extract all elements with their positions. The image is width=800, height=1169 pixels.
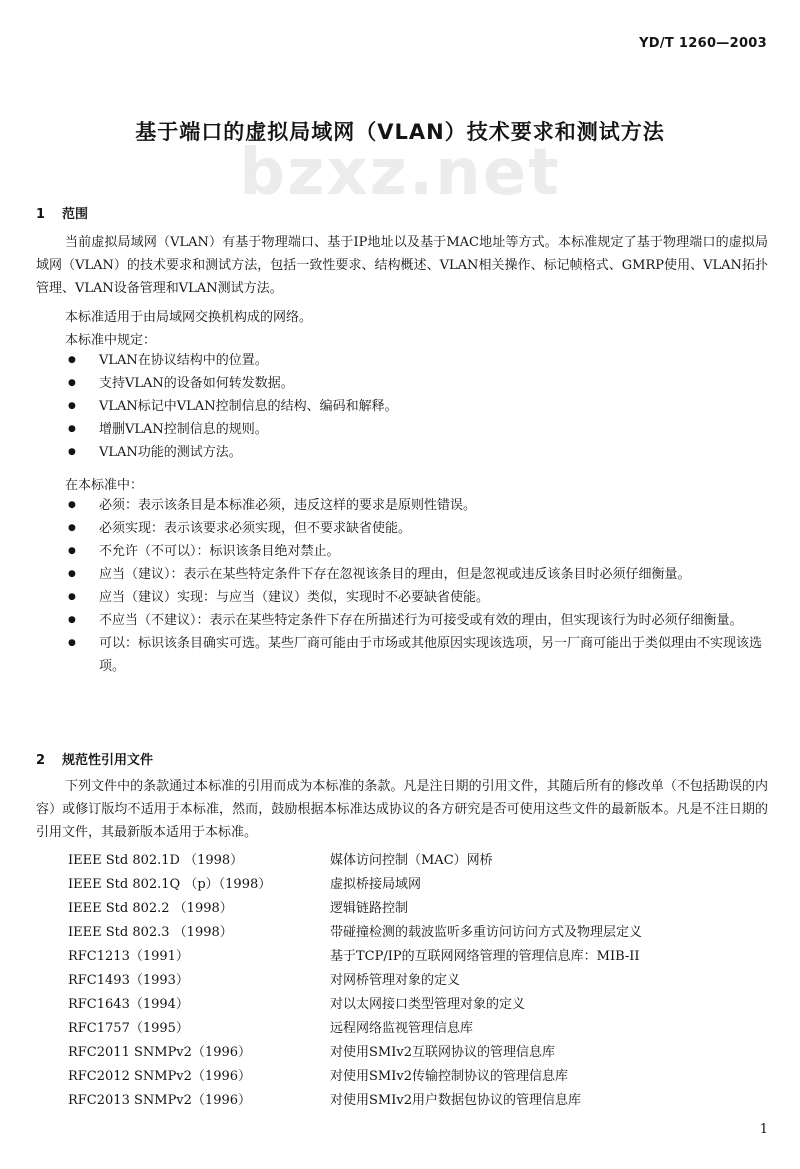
reference-title: 虚拟桥接局域网 [330,877,422,892]
list-item: ● 不应当（不建议）：表示在某些特定条件下存在所描述行为可接受或有效的理由，但实现该行为时必须仔细衡量。 [65,609,770,632]
section-1-number: 1 [36,207,46,222]
list-item: ● 支持VLAN的设备如何转发数据。 [65,372,770,395]
reference-code: RFC2012 SNMPv2（1996） [68,1069,252,1084]
reference-code: RFC1493（1993） [68,973,189,988]
reference-title: 对使用SMIv2用户数据包协议的管理信息库 [330,1093,581,1108]
list-item: ● 应当（建议）：表示在某些特定条件下存在忽视该条目的理由，但是忽视或违反该条目时必须仔细衡量。 [65,563,770,586]
reference-row [68,969,748,993]
reference-code: IEEE Std 802.1Q （p）（1998） [68,877,272,892]
watermark: bzxz.net [239,136,561,210]
reference-title: 对使用SMIv2互联网协议的管理信息库 [330,1045,555,1060]
standard-code: YD/T 1260—2003 [639,36,767,51]
list-item: ● 应当（建议）实现：与应当（建议）类似，实现时不必要缺省使能。 [65,586,770,609]
page-number: 1 [759,1122,768,1137]
reference-title: 对网桥管理对象的定义 [330,973,461,988]
reference-row [68,897,748,921]
list-item: ● VLAN在协议结构中的位置。 [65,349,770,372]
section-1-title: 范围 [62,207,89,222]
list-item: ● VLAN功能的测试方法。 [65,441,770,464]
list-item: ● 必须实现：表示该要求必须实现，但不要求缺省使能。 [65,517,770,540]
list-item: ● VLAN标记中VLAN控制信息的结构、编码和解释。 [65,395,770,418]
section-1-heading [36,203,88,222]
reference-title: 远程网络监视管理信息库 [330,1021,474,1036]
specification-list [65,349,770,464]
section-2-paragraph: 下列文件中的条款通过本标准的引用而成为本标准的条款。凡是注日期的引用文件，其随后所有的修改单（不包括勘误的内容）或修订版均不适用于本标准，然而，鼓励根据本标准达成协议的各方研究是否可使用这些文件的最新版本。凡是不注日期的引用文件，其最新版本适用于本标准。 [36,779,768,840]
reference-list [68,849,748,1113]
document-title: 基于端口的虚拟局域网（VLAN）技术要求和测试方法 [135,120,665,144]
reference-title: 对使用SMIv2传输控制协议的管理信息库 [330,1069,568,1084]
reference-code: IEEE Std 802.3 （1998） [68,925,233,940]
reference-title: 基于TCP/IP的互联网网络管理的管理信息库：MIB-II [330,949,640,964]
list-item: ● 可以：标识该条目确实可选。某些厂商可能由于市场或其他原因实现该选项，另一厂商可能出于类似理由不实现该选项。 [65,632,770,678]
reference-row [68,945,748,969]
reference-row [68,873,748,897]
reference-title: 带碰撞检测的载波监听多重访问访问方式及物理层定义 [330,925,643,940]
reference-row [68,1089,748,1113]
reference-code: IEEE Std 802.1D （1998） [68,853,244,868]
terms-list [65,494,770,678]
reference-code: RFC1213（1991） [68,949,189,964]
reference-row [68,993,748,1017]
reference-row [68,1041,748,1065]
reference-title: 对以太网接口类型管理对象的定义 [330,997,526,1012]
section-1-paragraph-2: 本标准适用于由局域网交换机构成的网络。 [65,310,313,325]
reference-row [68,1065,748,1089]
list-item: ● 增删VLAN控制信息的规则。 [65,418,770,441]
reference-code: RFC1643（1994） [68,997,189,1012]
reference-code: RFC2011 SNMPv2（1996） [68,1045,252,1060]
section-2-heading [36,749,153,768]
reference-code: RFC2013 SNMPv2（1996） [68,1093,252,1108]
list-2-label: 在本标准中： [65,478,144,493]
list-item: ● 必须：表示该条目是本标准必须，违反这样的要求是原则性错误。 [65,494,770,517]
reference-code: IEEE Std 802.2 （1998） [68,901,233,916]
section-2-title: 规范性引用文件 [62,753,154,768]
list-item: ● 不允许（不可以）：标识该条目绝对禁止。 [65,540,770,563]
reference-title: 媒体访问控制（MAC）网桥 [330,853,493,868]
section-1-paragraph-1: 当前虚拟局域网（VLAN）有基于物理端口、基于IP地址以及基于MAC地址等方式。本标准规定了基于物理端口的虚拟局域网（VLAN）的技术要求和测试方法，包括一致性要求、结构概述、VLAN相关操作、标记帧格式、GMRP使用、VLAN拓扑管理、VLAN设备管理和VLAN测试方法。 [36,235,768,296]
reference-row [68,1017,748,1041]
reference-code: RFC1757（1995） [68,1021,189,1036]
reference-row [68,849,748,873]
list-1-label: 本标准中规定： [65,333,157,348]
reference-title: 逻辑链路控制 [330,901,409,916]
reference-row [68,921,748,945]
section-2-number: 2 [36,753,46,768]
